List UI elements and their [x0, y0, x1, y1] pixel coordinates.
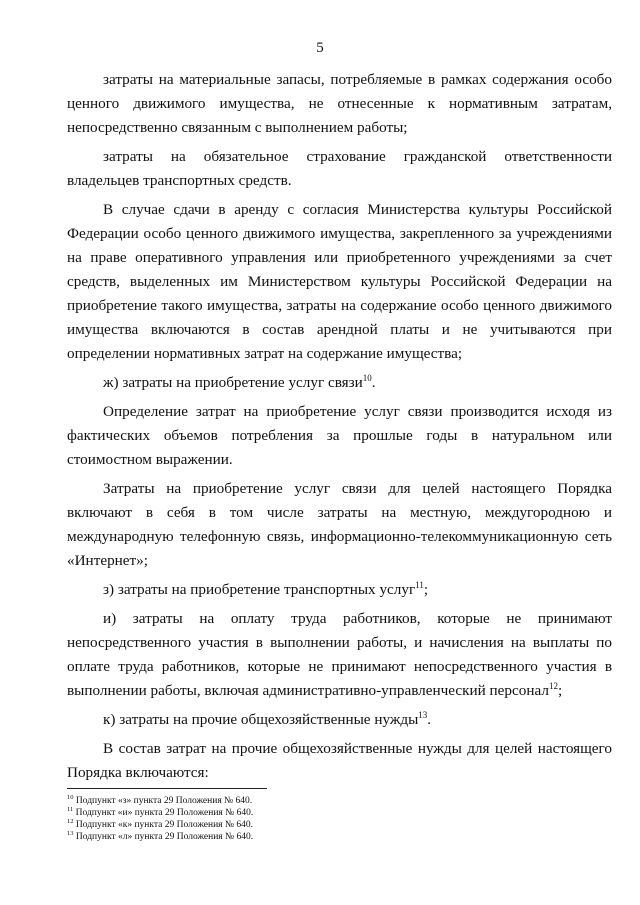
paragraph: к) затраты на прочие общехозяйственные нужды$^{13}$.	[103, 709, 432, 728]
paragraph: затраты на материальные запасы, потребляемые в рамках содержания особо ценного движимого имущества, не отнесенные к нормативным затратам, непосредственно связанным с выполнением работы;	[67, 71, 612, 136]
footnote: $^{13}$ Подпункт «л» пункта 29 Положения № 640.	[67, 829, 254, 842]
paragraph: Затраты на приобретение услуг связи для целей настоящего Порядка включают в себя в том числе затраты на местную, междугородною и международную телефонную связь, информационно-телекоммуникационную сеть «Интернет»;	[67, 480, 612, 569]
footnote-divider	[67, 788, 267, 789]
footnotes	[67, 795, 612, 843]
paragraph: Определение затрат на приобретение услуг связи производится исходя из фактических объемов потребления за прошлые годы в натуральном или стоимостном выражении.	[67, 403, 612, 468]
paragraph: В состав затрат на прочие общехозяйственные нужды для целей настоящего Порядка включаются:	[67, 740, 612, 781]
footnote-ref[interactable]: 12	[548, 680, 558, 691]
page-number: 5	[316, 40, 324, 56]
paragraph: В случае сдачи в аренду с согласия Министерства культуры Российской Федерации особо ценного движимого имущества, закрепленного за учреждениями на праве оперативного управления или приобретенного учреждениями за счет средств, выделенных им Министерством культуры Российской Федерации на приобретение такого имущества, затраты на содержание особо ценного движимого имущества включаются в состав арендной платы и не учитываются при определении нормативных затрат на содержание имущества;	[67, 201, 612, 362]
paragraph: з) затраты на приобретение транспортных услуг$^{11}$;	[103, 579, 429, 598]
footnote-ref[interactable]: 11	[415, 579, 424, 590]
footnote: $^{11}$ Подпункт «и» пункта 29 Положения № 640.	[67, 805, 254, 818]
paragraph: затраты на обязательное страхование гражданской ответственности владельцев транспортных средств.	[67, 148, 612, 189]
footnote-ref[interactable]: 13	[418, 709, 428, 720]
document-body	[67, 68, 612, 785]
footnote: $^{10}$ Подпункт «з» пункта 29 Положения № 640.	[67, 793, 253, 806]
paragraph: и) затраты на оплату труда работников, которые не принимают непосредственного участия в выполнении работы, и начисления на выплаты по оплате труда работников, которые не принимают непосредственного участия в выполнении работы, включая административно-управленческий персонал$^{12}$;	[67, 610, 612, 699]
paragraph: ж) затраты на приобретение услуг связи$^{10}$.	[103, 372, 376, 391]
footnote-ref[interactable]: 10	[362, 372, 372, 383]
footnote: $^{12}$ Подпункт «к» пункта 29 Положения № 640.	[67, 817, 253, 830]
